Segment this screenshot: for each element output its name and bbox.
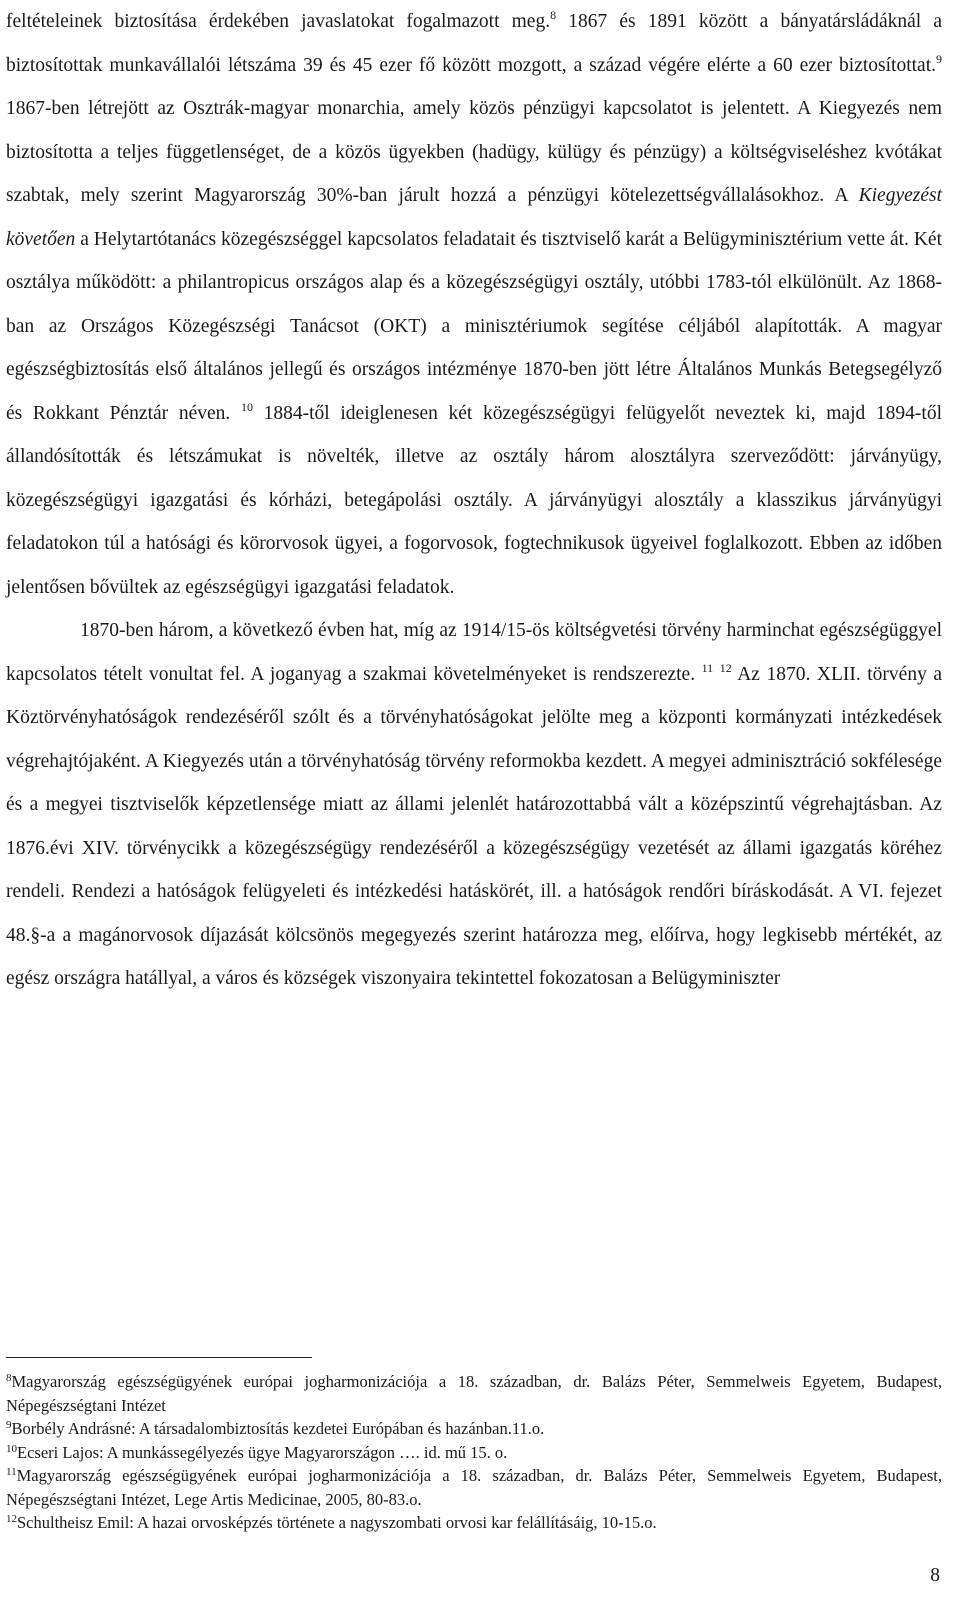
- text-segment: 1870-ben három, a következő évben hat, míg az 1914/15-ös költségvetési törvény harminchat egészségüggyel kapcsolatos tételt vonultat fel. A joganyag a szakmai követelményeket is rendszerezte.: [6, 620, 942, 685]
- text-segment: a Helytartótanács közegészséggel kapcsolatos feladatait és tisztviselő karát a Belügyminisztérium vette át. Két osztálya működött: a philantropicus országos alap és a közegészségügyi osztály, utóbbi 1783-tól elkülönült. Az 1868-ban az Országos Közegészségi Tanácsot (OKT) a minisztériumok segítése céljából alapították. A magyar egészségbiztosítás első általános jellegű és országos intézménye 1870-ben jött létre Általános Munkás Betegsegélyző és Rokkant Pénztár néven.: [6, 228, 942, 424]
- page-number: 8: [930, 1565, 940, 1586]
- italic-text: Kiegyezést követően: [6, 185, 942, 250]
- text-segment: 1867 és 1891 között a bányatársládáknál a biztosítottak munkavállalói létszáma 39 és 45 ezer fő között mozgott, a század végére elérte a 60 ezer biztosítottat.: [6, 11, 942, 76]
- footnote: [6, 1441, 942, 1465]
- main-text: [6, 0, 942, 1001]
- footnote: [6, 1370, 942, 1417]
- footnote-number: 11: [6, 1466, 17, 1478]
- footnote: [6, 1464, 942, 1511]
- text-segment: feltételeinek biztosítása érdekében javaslatokat fogalmazott meg.: [6, 11, 551, 32]
- footnote-ref[interactable]: 11: [701, 660, 714, 675]
- paragraph-1: [6, 0, 942, 609]
- footnote-ref[interactable]: 9: [936, 51, 942, 66]
- paragraph-2: [6, 609, 942, 1001]
- text-segment: -a a magánorvosok díjazását kölcsönös megegyezés szerint határozza meg, előírva, hogy legkisebb mértékét, az egész országra hatállyal, a város és községek viszonyaira tekintettel fokozatosan a Belügyminiszter: [6, 924, 942, 989]
- footnote-separator: [6, 1357, 312, 1358]
- footnote-number: 10: [6, 1442, 17, 1455]
- footnotes: [6, 1370, 942, 1535]
- footnote-text: Magyarország egészségügyének európai jogharmonizációja a 18. században, dr. Balázs Péter, Semmelweis Egyetem, Budapest, Népegészségtani Intézet, Lege Artis Medicinae, 2005, 80-83.o.: [6, 1466, 942, 1509]
- footnote-number: 9: [6, 1419, 12, 1431]
- footnote-text: Magyarország egészségügyének európai jogharmonizációja a 18. században, dr. Balázs Péter, Semmelweis Egyetem, Budapest, Népegészségtani Intézet: [6, 1372, 942, 1415]
- footnote-ref[interactable]: 12: [719, 660, 732, 675]
- footnote-number: 8: [6, 1372, 12, 1384]
- text-segment: 1867-ben létrejött az Osztrák-magyar monarchia, amely közös pénzügyi kapcsolatot is jelentett. A Kiegyezés nem biztosította a teljes függetlenséget, de a közös ügyekben (hadügy, külügy és pénzügy) a költségviseléshez kvótákat szabtak, mely szerint Magyarország 30%-ban járult hozzá a pénzügyi kötelezettségvállalásokhoz. A: [6, 98, 942, 206]
- footnote-text: Borbély Andrásné: A társadalombiztosítás kezdetei Európában és hazánban.11.o.: [11, 1419, 545, 1438]
- section-symbol: §: [30, 924, 41, 946]
- footnote-number: 12: [6, 1513, 17, 1525]
- footnote-ref[interactable]: 10: [240, 399, 253, 414]
- footnote: [6, 1511, 942, 1535]
- text-segment: 1884-től ideiglenesen két közegészségügyi felügyelőt neveztek ki, majd 1894-től állandósították és létszámukat is növelték, illetve az osztály három alosztályra szerveződött: járványügy, közegészségügyi igazgatási és kórházi, betegápolási osztály. A járványügyi alosztály a klasszikus járványügyi feladatokon túl a hatósági és körorvosok ügyei, a fogorvosok, fogtechnikusok ügyeivel foglalkozott. Ebben az időben jelentősen bővültek az egészségügyi igazgatási feladatok.: [6, 402, 942, 598]
- footnote-ref[interactable]: 8: [550, 8, 557, 22]
- footnote: [6, 1417, 942, 1441]
- footnote-text: Ecseri Lajos: A munkássegélyezés ügye Magyarországon …. id. mű 15. o.: [17, 1442, 508, 1462]
- footnote-text: Schultheisz Emil: A hazai orvosképzés története a nagyszombati orvosi kar felállításáig, 10-15.o.: [17, 1513, 657, 1532]
- text-segment: Az 1870. XLII. törvény a Köztörvényhatóságok rendezéséről szólt és a törvényhatóságokat jelölte meg a központi kormányzati intézkedések végrehajtójaként. A Kiegyezés után a törvényhatóság törvény reformokba kezdett. A megyei adminisztráció sokfélesége és a megyei tisztviselők képzetlensége miatt az állami jelenlét határozottabbá vált a középszintű végrehajtásban. Az 1876.évi XIV. törvénycikk a közegészségügy rendezéséről a közegészségügy vezetését az állami igazgatás köréhez rendeli. Rendezi a hatóságok felügyeleti és intézkedési hatáskörét, ill. a hatóságok rendőri bíráskodását. A VI. fejezet 48.: [6, 663, 943, 946]
